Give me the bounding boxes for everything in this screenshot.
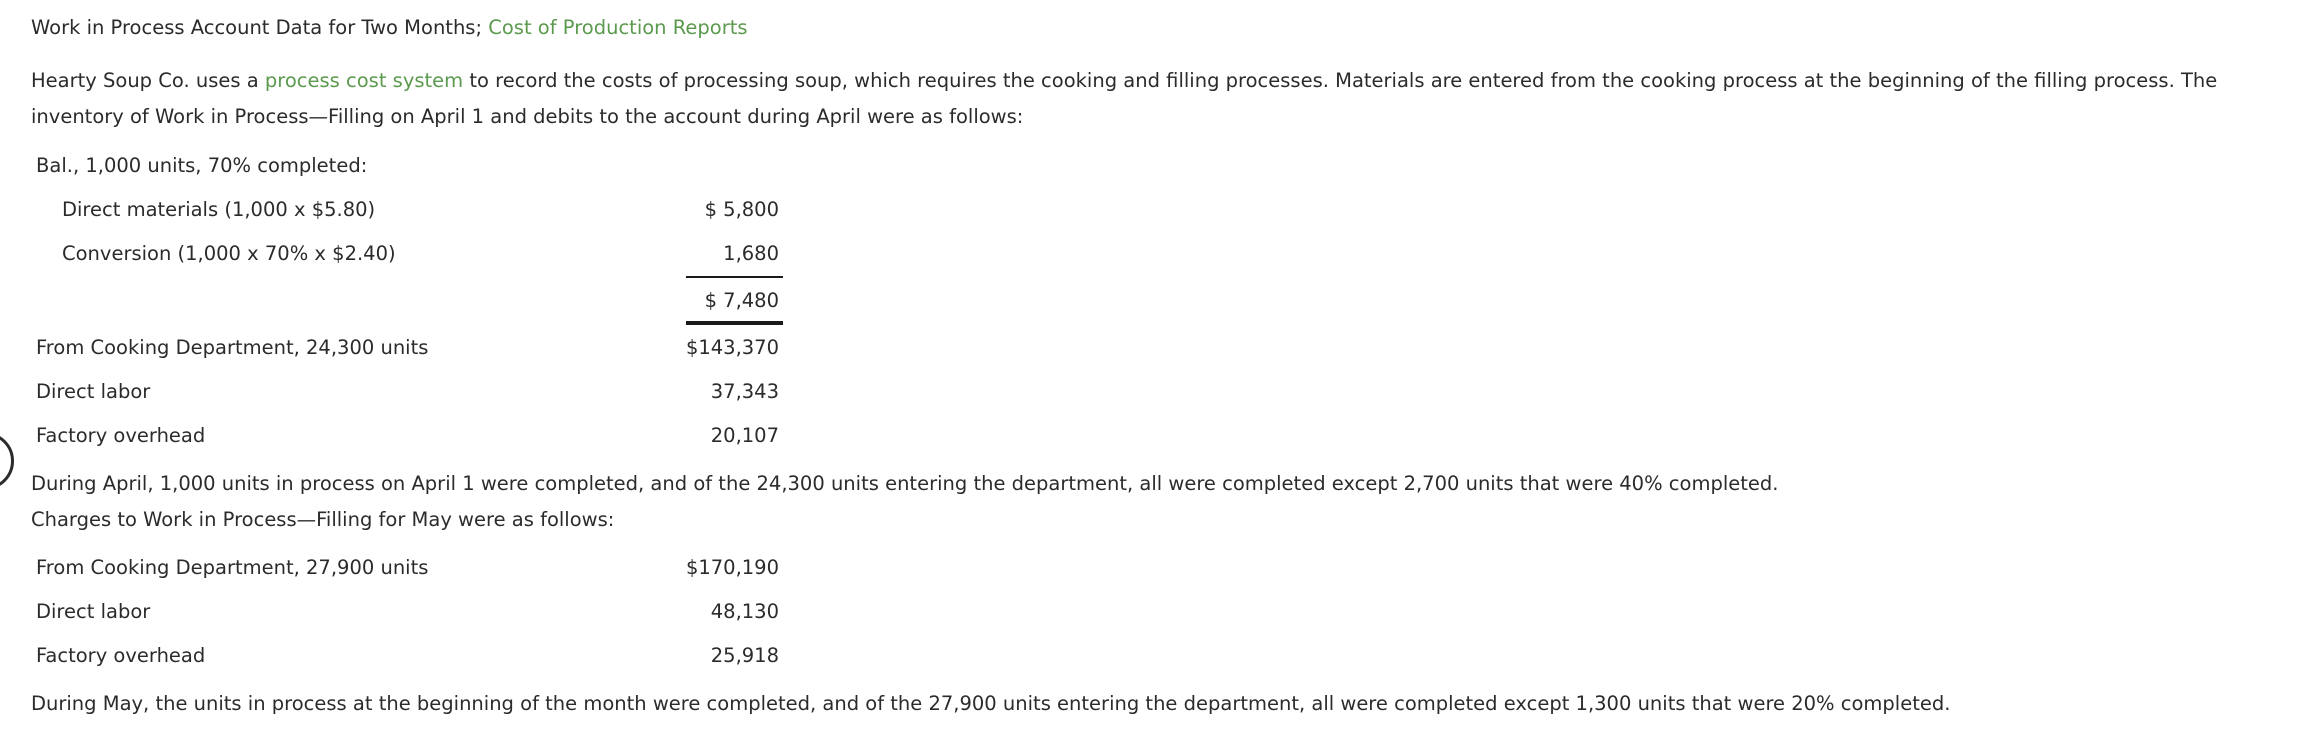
april-direct-labor-amount: 37,343 [710,380,779,403]
process-cost-system-link[interactable]: process cost system [264,69,464,92]
may-heading: Charges to Work in Process—Filling for May were as follows: [31,508,615,531]
cost-of-production-reports-link[interactable]: Cost of Production Reports [488,16,748,39]
april-direct-labor-row [36,374,796,410]
direct-materials-label: Direct materials (1,000 x $5.80) [62,198,376,221]
conversion-row [36,236,796,272]
balance-label: Bal., 1,000 units, 70% completed: [36,154,368,177]
may-direct-labor-label: Direct labor [36,600,151,623]
intro-paragraph [31,63,2271,135]
april-from-cooking-label: From Cooking Department, 24,300 units [36,336,429,359]
title-text: Work in Process Account Data for Two Months; [31,16,489,39]
april-from-cooking-row [36,330,796,366]
april-direct-labor-label: Direct labor [36,380,151,403]
circle-marker [0,432,14,490]
may-from-cooking-row [36,550,796,586]
intro-text-after: to record the costs of processing soup, which requires the cooking and filling processes. Materials are entered from the cooking process at the beginning of the filling process. The inventory of Work in Process—Filling on April 1 and debits to the account during April were as follows: [31,69,2218,128]
subtotal-row [36,283,796,319]
direct-materials-amount: $ 5,800 [704,198,779,221]
may-from-cooking-label: From Cooking Department, 27,900 units [36,556,429,579]
total-double-rule [686,321,783,325]
may-direct-labor-row [36,594,796,630]
subtotal-rule [686,276,783,278]
may-direct-labor-amount: 48,130 [710,600,779,623]
april-factory-overhead-label: Factory overhead [36,424,206,447]
april-factory-overhead-amount: 20,107 [710,424,779,447]
may-note: During May, the units in process at the beginning of the month were completed, and of the 27,900 units entering the department, all were completed except 1,300 units that were 20% completed. [31,692,1951,715]
intro-text-before: Hearty Soup Co. uses a [31,69,265,92]
april-note: During April, 1,000 units in process on April 1 were completed, and of the 24,300 units entering the department, all were completed except 2,700 units that were 40% completed. [31,472,1779,495]
april-from-cooking-amount: $143,370 [685,336,779,359]
may-factory-overhead-row [36,638,796,674]
balance-row [36,148,796,184]
subtotal-amount: $ 7,480 [704,289,779,312]
conversion-label: Conversion (1,000 x 70% x $2.40) [62,242,396,265]
may-from-cooking-amount: $170,190 [685,556,779,579]
direct-materials-row [36,192,796,228]
may-factory-overhead-amount: 25,918 [710,644,779,667]
conversion-amount: 1,680 [723,242,779,265]
april-factory-overhead-row [36,418,796,454]
may-factory-overhead-label: Factory overhead [36,644,206,667]
section-title [31,10,748,46]
